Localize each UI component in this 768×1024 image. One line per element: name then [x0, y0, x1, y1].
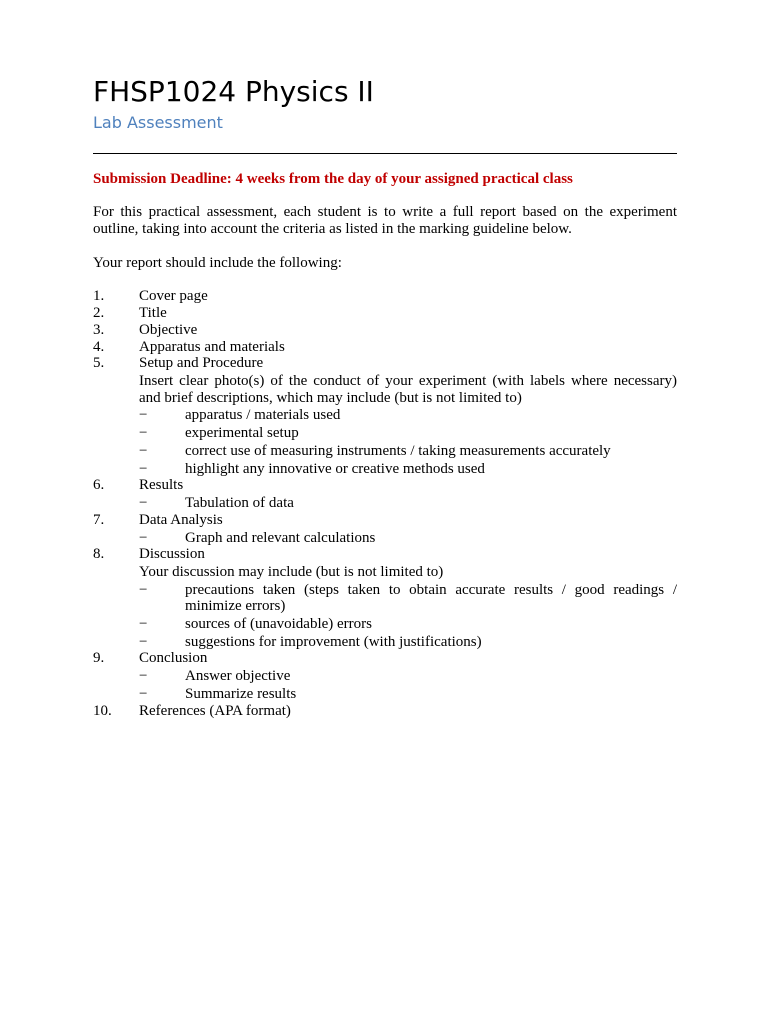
item-number: 5.	[93, 355, 105, 371]
item-number: 6.	[93, 477, 105, 493]
item-number: 1.	[93, 288, 105, 304]
dash-bullet: −	[139, 407, 148, 423]
intro-line: For this practical assessment, each student is to write a full report based on the experiment	[93, 204, 677, 220]
item-number: 9.	[93, 650, 105, 666]
sub-item: Answer objective	[185, 668, 291, 684]
document-subtitle: Lab Assessment	[93, 113, 223, 132]
header-divider	[93, 153, 677, 154]
item-label: Setup and Procedure	[139, 355, 264, 371]
sub-item: Summarize results	[185, 686, 297, 702]
item-note: Your discussion may include (but is not limited to)	[139, 564, 444, 580]
sub-item: Tabulation of data	[185, 495, 294, 511]
sub-item: sources of (unavoidable) errors	[185, 616, 373, 632]
dash-bullet: −	[139, 443, 148, 459]
sub-item: Graph and relevant calculations	[185, 530, 376, 546]
sub-item: precautions taken (steps taken to obtain accurate results / good readings /	[185, 582, 677, 598]
item-label: Objective	[139, 322, 198, 338]
intro-line: outline, taking into account the criteria as listed in the marking guideline below.	[93, 221, 572, 237]
dash-bullet: −	[139, 686, 148, 702]
item-note: and brief descriptions, which may include (but is not limited to)	[139, 390, 522, 406]
dash-bullet: −	[139, 668, 148, 684]
item-number: 7.	[93, 512, 105, 528]
dash-bullet: −	[139, 634, 148, 650]
dash-bullet: −	[139, 461, 148, 477]
sub-item: correct use of measuring instruments / taking measurements accurately	[185, 443, 611, 459]
item-label: Conclusion	[139, 650, 208, 666]
sub-item: suggestions for improvement (with justifications)	[185, 634, 482, 650]
dash-bullet: −	[139, 425, 148, 441]
item-number: 3.	[93, 322, 105, 338]
sub-item: experimental setup	[185, 425, 299, 441]
include-heading: Your report should include the following:	[93, 255, 342, 271]
item-label: Data Analysis	[139, 512, 223, 528]
sub-item: apparatus / materials used	[185, 407, 341, 423]
item-number: 8.	[93, 546, 105, 562]
sub-item: highlight any innovative or creative methods used	[185, 461, 485, 477]
dash-bullet: −	[139, 495, 148, 511]
sub-item-continuation: minimize errors)	[185, 598, 286, 614]
item-label: Apparatus and materials	[139, 339, 285, 355]
item-label: Discussion	[139, 546, 205, 562]
item-note: Insert clear photo(s) of the conduct of your experiment (with labels where necessary)	[139, 373, 677, 389]
intro-paragraph	[93, 204, 677, 238]
item-number: 4.	[93, 339, 105, 355]
dash-bullet: −	[139, 582, 148, 598]
dash-bullet: −	[139, 530, 148, 546]
item-label: References (APA format)	[139, 703, 291, 719]
item-label: Results	[139, 477, 184, 493]
dash-bullet: −	[139, 616, 148, 632]
document-title: FHSP1024 Physics II	[93, 75, 374, 108]
item-number: 10.	[93, 703, 112, 719]
item-number: 2.	[93, 305, 105, 321]
submission-deadline: Submission Deadline: 4 weeks from the day of your assigned practical class	[93, 171, 573, 187]
item-label: Cover page	[139, 288, 208, 304]
item-label: Title	[139, 305, 167, 321]
